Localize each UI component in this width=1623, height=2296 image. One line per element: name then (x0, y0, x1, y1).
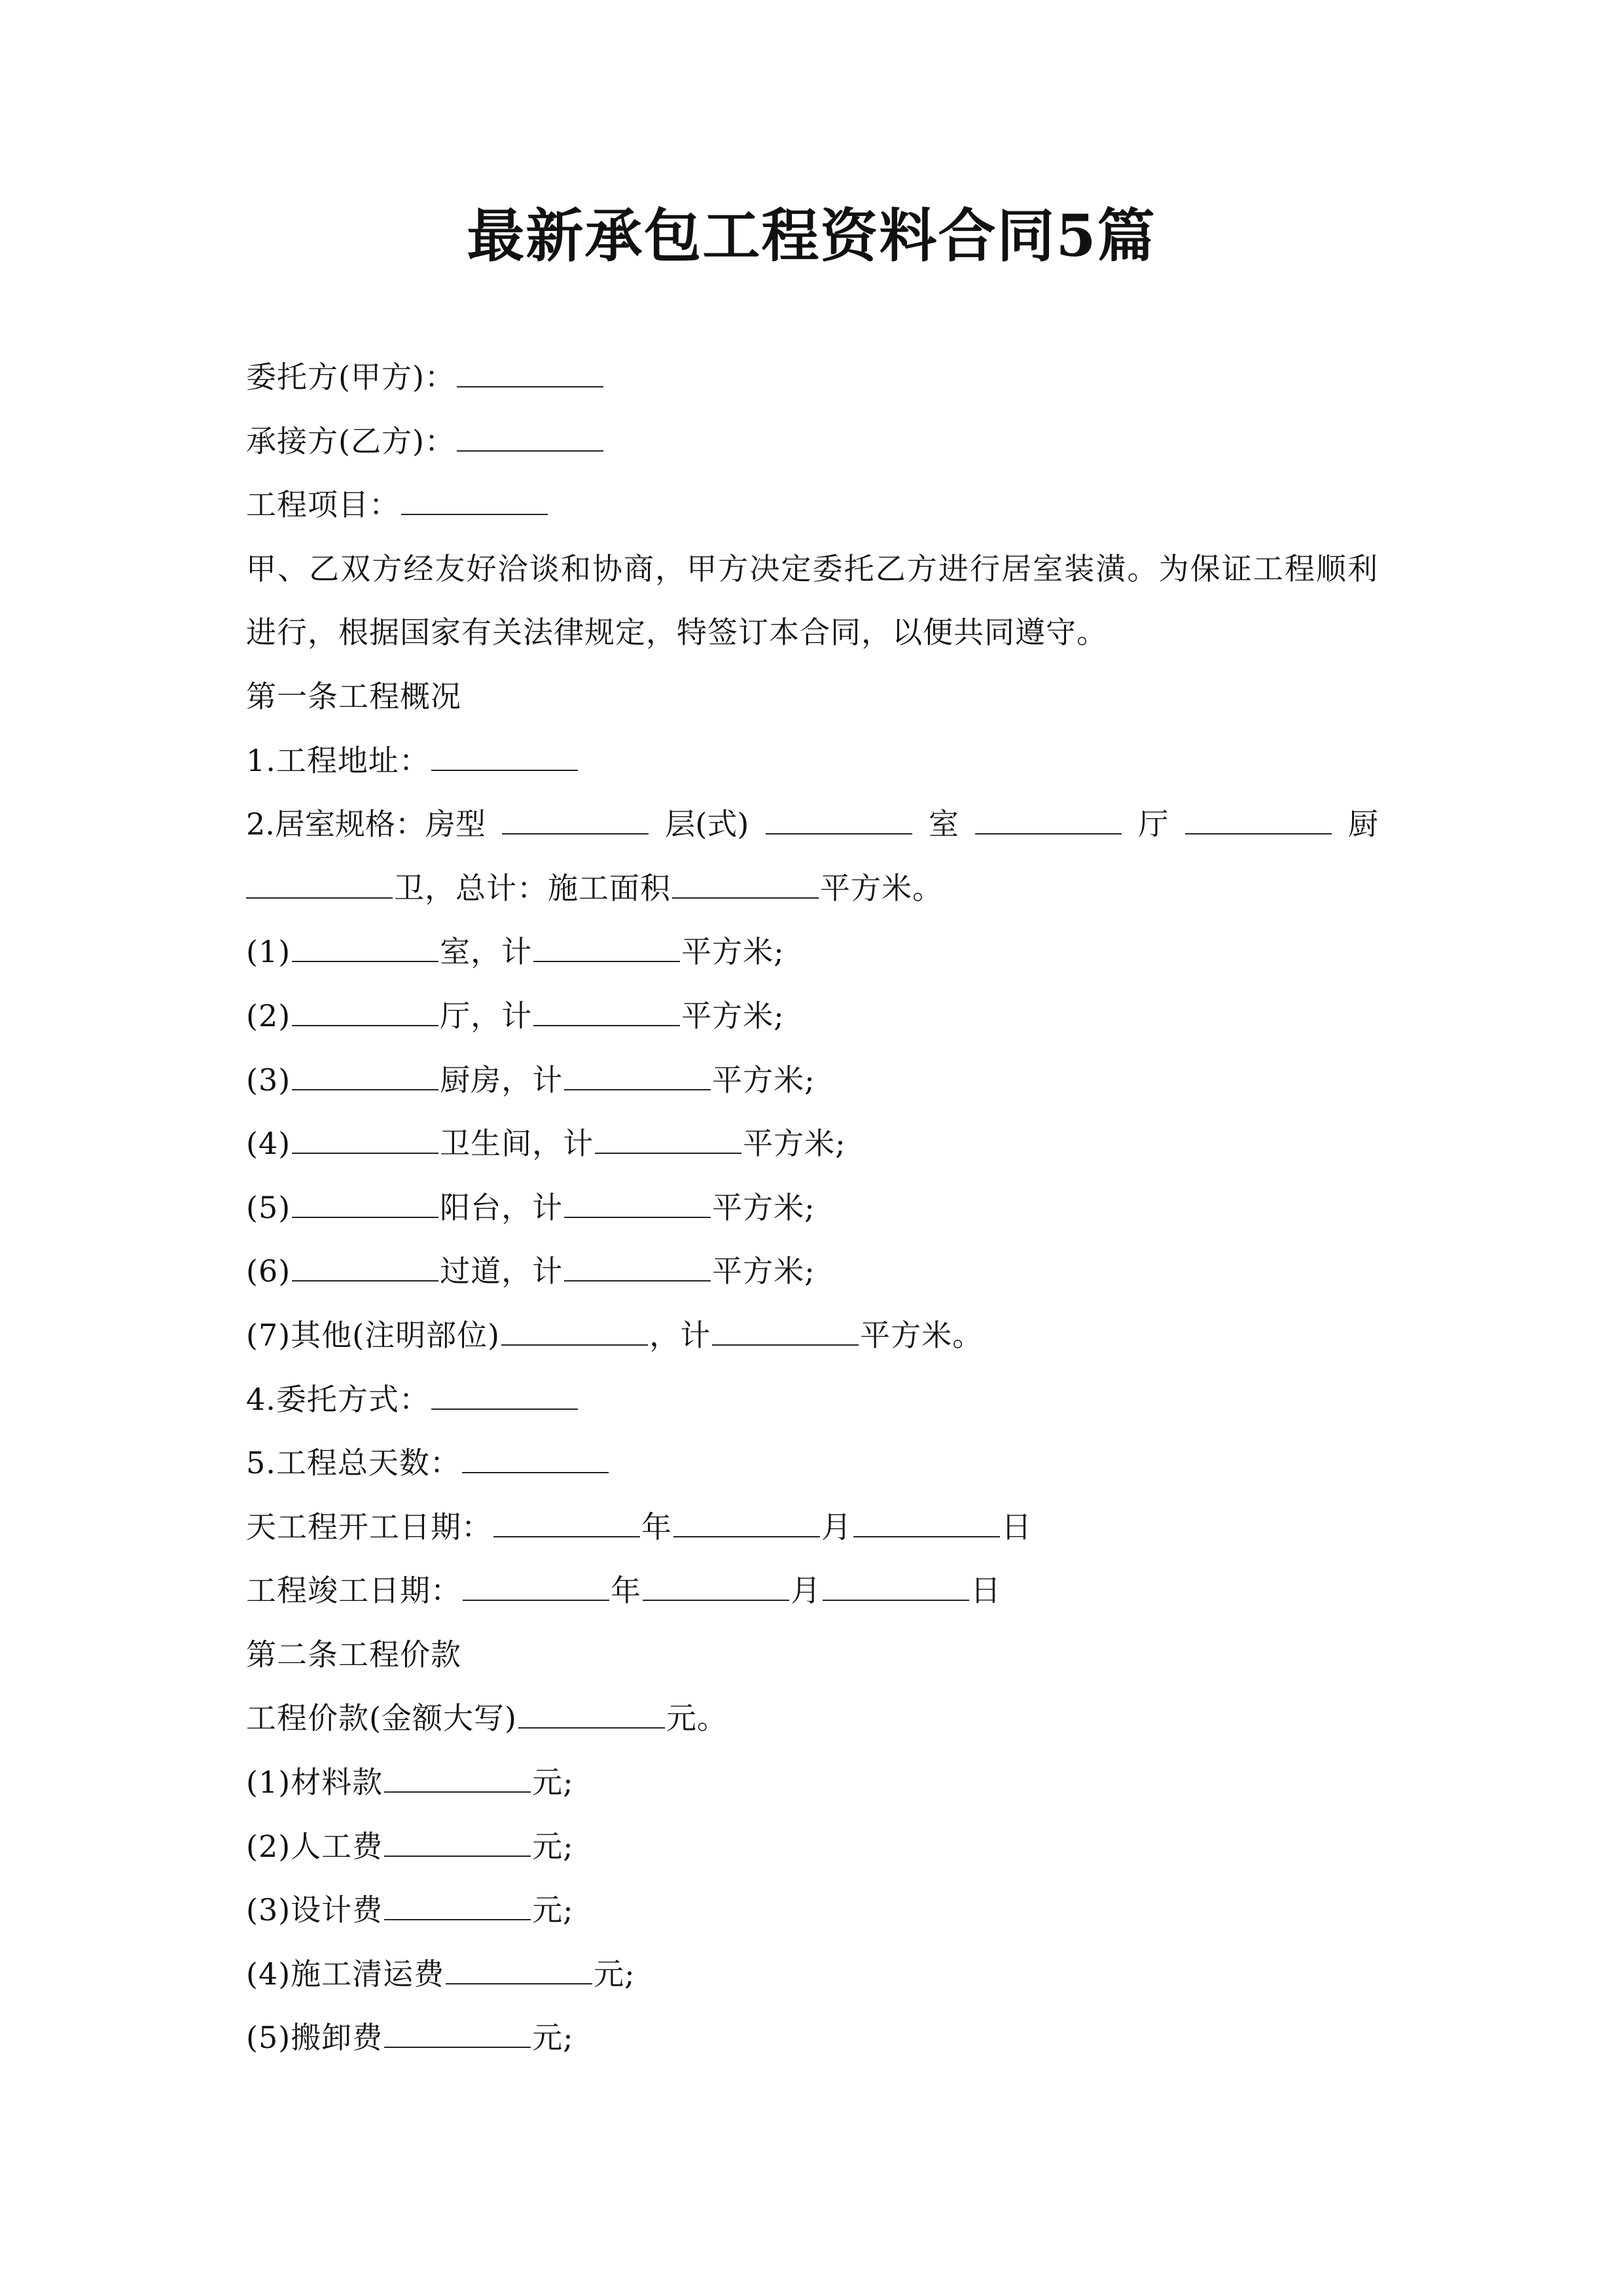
spec-bath: 卫，总计：施工面积 (394, 870, 671, 906)
other-unit: 平方米。 (860, 1317, 984, 1353)
fee-unit: 元; (532, 1892, 574, 1928)
other-label: (7)其他(注明部位) (246, 1317, 501, 1353)
price-label: 工程价款(金额大写) (246, 1700, 517, 1736)
fee-item (246, 1815, 1378, 1879)
document-title: 最新承包工程资料合同5篇 (467, 202, 1156, 270)
room-item (246, 1049, 1378, 1113)
end-month-unit: 月 (791, 1573, 821, 1609)
fee-item (246, 1943, 1378, 2007)
spec-kitchen: 厨 (1347, 806, 1378, 842)
room-item (246, 1176, 1378, 1240)
fee-item-label: (4)施工清运费 (246, 1956, 445, 1992)
start-day-unit: 日 (1001, 1509, 1032, 1545)
address-label: 1.工程地址： (246, 742, 430, 778)
contractor-field (246, 410, 1378, 474)
room-item-unit: 平方米; (743, 1126, 846, 1162)
fee-blank[interactable] (384, 1827, 531, 1857)
fee-unit: 元; (594, 1956, 635, 1992)
bath-blank[interactable] (246, 869, 393, 899)
room-count-blank[interactable] (292, 932, 438, 962)
room-item (246, 1112, 1378, 1176)
room-item-number: (4) (246, 1126, 291, 1162)
spec-room: 室 (928, 806, 959, 842)
hall-blank[interactable] (1185, 804, 1332, 834)
spec-line-2 (246, 857, 1378, 921)
other-item (246, 1304, 1378, 1368)
client-field (246, 346, 1378, 410)
spec-line (246, 793, 1378, 857)
end-year-unit: 年 (611, 1573, 641, 1609)
room-item-unit: 平方米; (712, 1253, 815, 1289)
start-date-field (246, 1496, 1378, 1560)
room-item (246, 920, 1378, 984)
article1-heading: 第一条工程概况 (246, 678, 461, 714)
spec-floor: 层(式) (665, 806, 749, 842)
room-count-blank[interactable] (292, 1060, 438, 1090)
end-date-field (246, 1559, 1378, 1623)
price-unit: 元。 (666, 1700, 728, 1736)
room-count-blank[interactable] (292, 1251, 438, 1282)
start-date-label: 天工程开工日期： (246, 1509, 492, 1545)
end-month-blank[interactable] (643, 1571, 789, 1601)
start-year-blank[interactable] (493, 1507, 640, 1537)
start-year-unit: 年 (641, 1509, 672, 1545)
room-item-name: 厨房，计 (440, 1062, 563, 1098)
fee-item (246, 2006, 1378, 2070)
price-blank[interactable] (518, 1698, 665, 1729)
room-item-unit: 平方米; (681, 997, 785, 1033)
room-item-name: 卫生间，计 (440, 1126, 594, 1162)
room-item-unit: 平方米; (712, 1062, 815, 1098)
room-count-blank[interactable] (292, 996, 438, 1026)
start-month-blank[interactable] (673, 1507, 820, 1537)
intro-paragraph: 甲、乙双方经友好洽谈和协商，甲方决定委托乙方进行居室装潢。为保证工程顺利进行，根据国家有关法律规定，特签订本合同，以便共同遵守。 (246, 550, 1378, 651)
address-blank[interactable] (431, 741, 578, 771)
client-label: 委托方(甲方)： (246, 359, 455, 395)
room-area-blank[interactable] (564, 1060, 711, 1090)
fee-item (246, 1878, 1378, 1943)
room-item-name: 室，计 (440, 934, 533, 970)
fee-blank[interactable] (384, 2018, 531, 2048)
fee-item-label: (2)人工费 (246, 1828, 383, 1864)
room-blank[interactable] (975, 804, 1122, 834)
fee-blank[interactable] (446, 1954, 592, 1984)
project-blank[interactable] (401, 485, 548, 515)
room-item-number: (3) (246, 1062, 291, 1098)
other-area-blank[interactable] (712, 1316, 859, 1346)
spec-label: 2.居室规格：房型 (246, 806, 486, 842)
fee-item-label: (5)搬卸费 (246, 2020, 383, 2056)
room-count-blank[interactable] (292, 1124, 438, 1154)
start-day-blank[interactable] (853, 1507, 1000, 1537)
days-label: 5.工程总天数： (246, 1445, 461, 1481)
room-item-name: 阳台，计 (440, 1189, 563, 1225)
end-day-unit: 日 (971, 1573, 1001, 1609)
fee-item-label: (3)设计费 (246, 1892, 383, 1928)
fee-unit: 元; (532, 1828, 574, 1864)
contract-body (246, 346, 1378, 2070)
room-item-number: (6) (246, 1253, 291, 1289)
room-item-unit: 平方米; (712, 1189, 815, 1225)
fee-blank[interactable] (384, 1763, 531, 1793)
room-item-name: 过道，计 (440, 1253, 563, 1289)
article2-heading: 第二条工程价款 (246, 1636, 461, 1672)
fee-item-label: (1)材料款 (246, 1765, 383, 1801)
room-area-blank[interactable] (564, 1251, 711, 1282)
room-item-number: (1) (246, 934, 291, 970)
floor-blank[interactable] (766, 804, 912, 834)
method-blank[interactable] (431, 1380, 578, 1410)
start-month-unit: 月 (821, 1509, 852, 1545)
room-item-number: (2) (246, 997, 291, 1033)
price-field (246, 1687, 1378, 1751)
fee-item (246, 1751, 1378, 1815)
client-blank[interactable] (457, 357, 603, 387)
room-area-blank[interactable] (533, 932, 680, 962)
area-blank[interactable] (672, 869, 819, 899)
fee-blank[interactable] (384, 1890, 531, 1920)
end-day-blank[interactable] (823, 1571, 969, 1601)
room-item (246, 984, 1378, 1049)
days-blank[interactable] (462, 1443, 609, 1473)
room-item-unit: 平方米; (681, 934, 785, 970)
contractor-label: 承接方(乙方)： (246, 423, 455, 459)
room-area-blank[interactable] (533, 996, 680, 1026)
project-field (246, 473, 1378, 537)
room-item-number: (5) (246, 1189, 291, 1225)
room-item-name: 厅，计 (440, 997, 533, 1033)
room-count-blank[interactable] (292, 1188, 438, 1218)
fee-unit: 元; (532, 1765, 574, 1801)
spec-unit: 平方米。 (820, 870, 943, 906)
type-blank[interactable] (502, 804, 649, 834)
method-label: 4.委托方式： (246, 1381, 430, 1417)
end-date-label: 工程竣工日期： (246, 1573, 461, 1609)
room-area-blank[interactable] (595, 1124, 741, 1154)
address-field (246, 729, 1378, 793)
other-mid: ，计 (649, 1317, 711, 1353)
project-label: 工程项目： (246, 487, 400, 523)
contractor-blank[interactable] (457, 422, 603, 452)
room-item (246, 1240, 1378, 1304)
room-area-blank[interactable] (564, 1188, 711, 1218)
method-field (246, 1368, 1378, 1432)
end-year-blank[interactable] (463, 1571, 609, 1601)
other-part-blank[interactable] (501, 1316, 648, 1346)
days-field (246, 1431, 1378, 1496)
spec-hall: 厅 (1138, 806, 1169, 842)
fee-unit: 元; (532, 2020, 574, 2056)
